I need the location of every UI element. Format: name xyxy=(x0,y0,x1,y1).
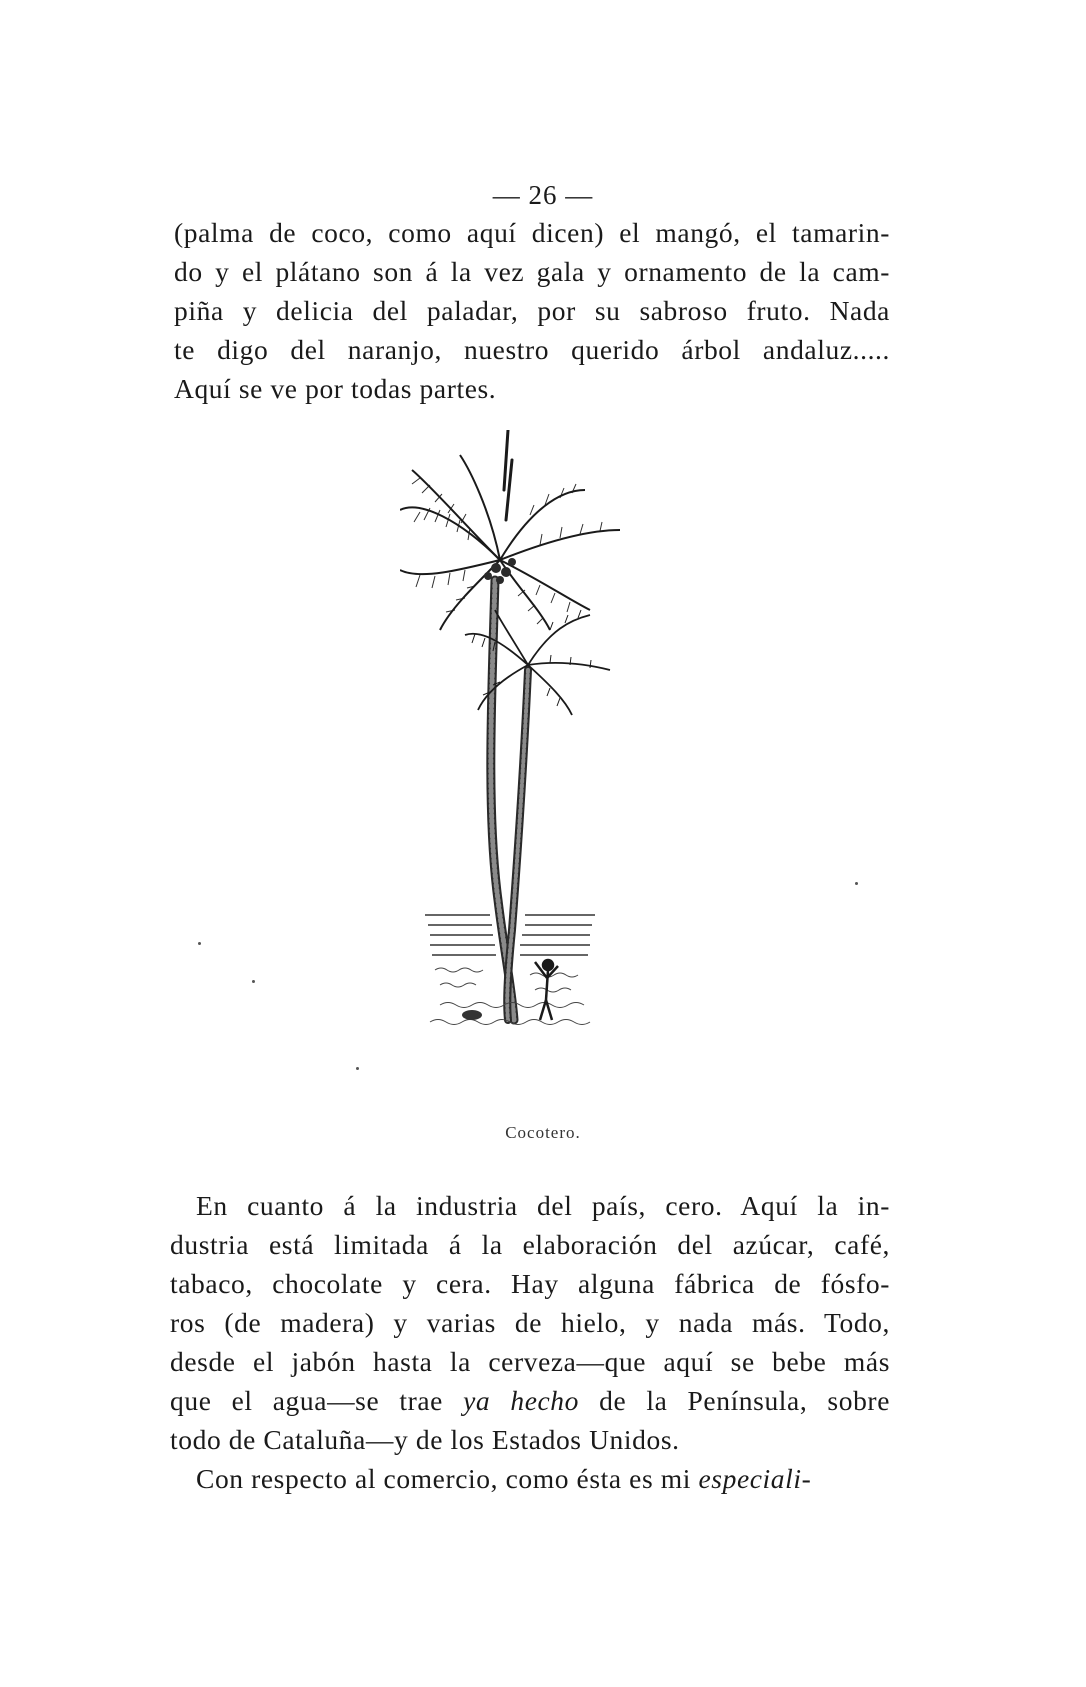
text-span: Con respecto al comercio, como ésta es mi xyxy=(196,1463,699,1494)
text-line: piña y delicia del paladar, por su sabroso fruto. Nada xyxy=(174,295,890,326)
page-number: — 26 — xyxy=(492,180,594,210)
print-speck xyxy=(855,882,858,885)
text-line: desde el jabón hasta la cerveza—que aquí se bebe más xyxy=(170,1346,890,1377)
text-line: En cuanto á la industria del país, cero. Aquí la in- xyxy=(196,1190,890,1221)
figure-caption: Cocotero. xyxy=(505,1123,581,1142)
print-speck xyxy=(356,1067,359,1070)
print-speck xyxy=(198,942,201,945)
text-line: ros (de madera) y varias de hielo, y nada más. Todo, xyxy=(170,1307,890,1338)
paragraph-top xyxy=(174,213,890,408)
palm-tree-illustration xyxy=(400,430,670,1110)
text-line: todo de Cataluña—y de los Estados Unidos. xyxy=(170,1424,680,1455)
text-line: Aquí se ve por todas partes. xyxy=(174,373,497,404)
text-line: dustria está limitada á la elaboración del azúcar, café, xyxy=(170,1229,890,1260)
paragraph-bottom xyxy=(170,1186,890,1498)
text-line: tabaco, chocolate y cera. Hay alguna fábrica de fósfo- xyxy=(170,1268,890,1299)
text-span: de la Península, sobre xyxy=(579,1385,890,1416)
text-line: do y el plátano son á la vez gala y ornamento de la cam- xyxy=(174,256,890,287)
text-span: que el agua—se trae xyxy=(170,1385,464,1416)
italic-text: ya hecho xyxy=(463,1385,580,1416)
text-line: (palma de coco, como aquí dicen) el mangó, el tamarin- xyxy=(174,217,890,248)
print-speck xyxy=(252,980,255,983)
italic-text: especiali- xyxy=(698,1463,812,1494)
text-line xyxy=(170,1381,890,1420)
text-line: te digo del naranjo, nuestro querido árbol andaluz..... xyxy=(174,334,890,365)
text-line xyxy=(170,1459,890,1498)
